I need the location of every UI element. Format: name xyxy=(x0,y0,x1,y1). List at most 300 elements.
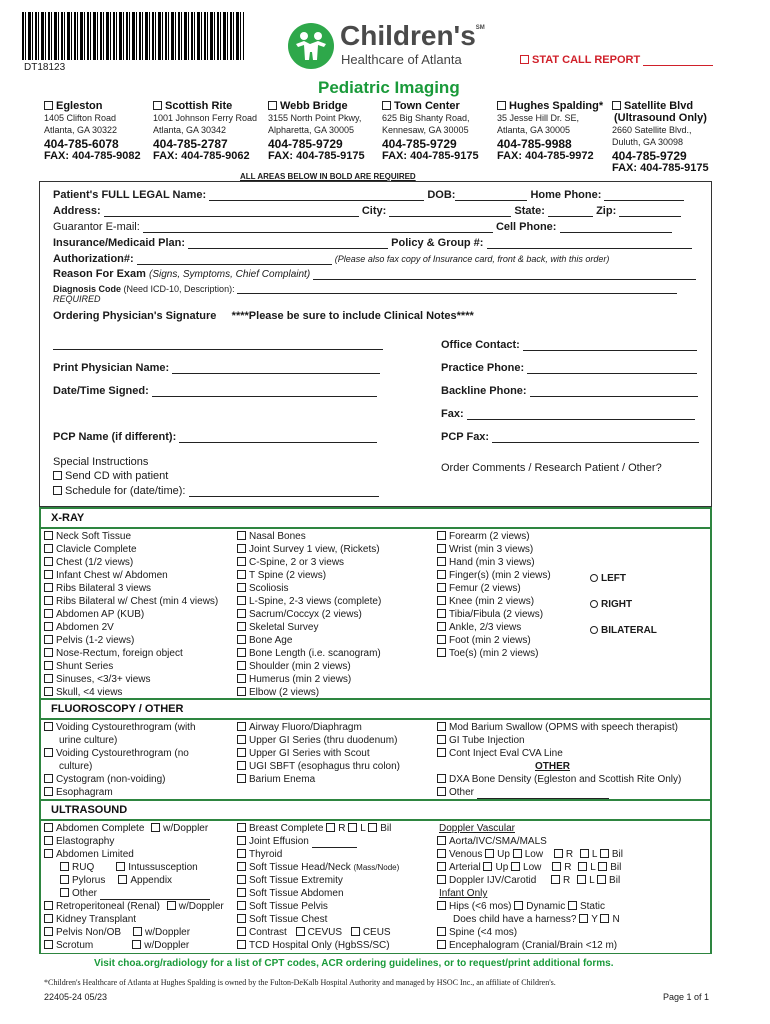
checkbox[interactable] xyxy=(437,722,446,731)
list-item[interactable] xyxy=(237,621,381,634)
label: Dynamic xyxy=(526,901,566,912)
us-spine[interactable] xyxy=(437,926,623,939)
checkbox[interactable] xyxy=(44,787,53,796)
list-item[interactable] xyxy=(44,608,218,621)
checkbox[interactable] xyxy=(437,849,446,858)
checkbox[interactable] xyxy=(368,823,377,832)
checkbox[interactable] xyxy=(437,927,446,936)
checkbox[interactable] xyxy=(237,544,246,553)
checkbox[interactable] xyxy=(511,862,520,871)
list-item[interactable] xyxy=(44,569,218,582)
checkbox[interactable] xyxy=(237,774,246,783)
checkbox[interactable] xyxy=(237,583,246,592)
checkbox[interactable] xyxy=(568,901,577,910)
list-item[interactable] xyxy=(437,747,681,760)
list-item[interactable] xyxy=(237,634,381,647)
checkbox[interactable] xyxy=(437,940,446,949)
list-item[interactable] xyxy=(437,582,551,595)
checkbox[interactable] xyxy=(44,722,53,731)
list-item[interactable] xyxy=(44,786,196,799)
list-item[interactable] xyxy=(44,747,196,760)
site-name[interactable] xyxy=(153,100,268,112)
list-item[interactable] xyxy=(437,595,551,608)
us-tcd[interactable] xyxy=(237,939,399,952)
list-item[interactable] xyxy=(437,556,551,569)
checkbox[interactable] xyxy=(237,914,246,923)
list-item[interactable] xyxy=(44,543,218,556)
checkbox[interactable] xyxy=(237,735,246,744)
checkbox[interactable] xyxy=(237,596,246,605)
checkbox[interactable] xyxy=(437,570,446,579)
date-time-field[interactable] xyxy=(152,386,377,397)
checkbox[interactable] xyxy=(44,596,53,605)
checkbox[interactable] xyxy=(44,635,53,644)
checkbox[interactable] xyxy=(296,927,305,936)
site-addr2: Alpharetta, GA 30005 xyxy=(268,125,355,135)
checkbox[interactable] xyxy=(437,901,446,910)
site-checkbox[interactable] xyxy=(612,101,621,110)
list-item[interactable] xyxy=(44,530,218,543)
site-3 xyxy=(382,100,497,162)
pcp-name-field[interactable] xyxy=(179,432,377,443)
checkbox[interactable] xyxy=(132,940,141,949)
checkbox[interactable] xyxy=(237,687,246,696)
list-item[interactable] xyxy=(237,647,381,660)
site-addr2: Duluth, GA 30098 xyxy=(612,137,684,147)
label: Appendix xyxy=(130,875,173,886)
checkbox[interactable] xyxy=(237,557,246,566)
site-name[interactable] xyxy=(382,100,497,112)
checkbox[interactable] xyxy=(237,674,246,683)
label: Up xyxy=(497,849,510,860)
label: R xyxy=(563,875,571,886)
list-item[interactable] xyxy=(437,608,551,621)
list-item[interactable] xyxy=(237,734,400,747)
us-ruq-row[interactable] xyxy=(44,861,224,874)
label: Aorta/IVC/SMA/MALS xyxy=(449,836,547,847)
site-fax: FAX: 404-785-9175 xyxy=(268,150,365,162)
checkbox[interactable] xyxy=(552,862,561,871)
checkbox[interactable] xyxy=(44,901,53,910)
site-subname: (Ultrasound Only) xyxy=(614,112,707,124)
pcp-fax-field[interactable] xyxy=(492,432,699,443)
item-label: Chest (1/2 views) xyxy=(56,557,134,568)
label: Static xyxy=(579,901,605,912)
xray-col3 xyxy=(437,530,551,660)
checkbox[interactable] xyxy=(326,823,335,832)
checkbox[interactable] xyxy=(437,735,446,744)
us-hips[interactable] xyxy=(437,900,623,913)
list-item[interactable] xyxy=(237,595,381,608)
site-addr1: 2660 Satellite Blvd., xyxy=(612,125,692,135)
side-left[interactable] xyxy=(590,566,657,592)
item-label: Nose-Rectum, foreign object xyxy=(56,648,183,659)
site-checkbox[interactable] xyxy=(268,101,277,110)
us-venous[interactable] xyxy=(437,848,623,861)
checkbox[interactable] xyxy=(151,823,160,832)
checkbox[interactable] xyxy=(437,531,446,540)
checkbox[interactable] xyxy=(578,862,587,871)
fax-field[interactable] xyxy=(467,409,695,420)
insurance-row xyxy=(53,237,692,249)
send-cd-checkbox[interactable] xyxy=(53,471,62,480)
list-item[interactable] xyxy=(437,634,551,647)
list-item[interactable] xyxy=(237,608,381,621)
footer-visit[interactable]: Visit choa.org/radiology for a list of CPT codes, ACR ordering guidelines, or to request/print additional forms. xyxy=(94,958,614,969)
list-item[interactable] xyxy=(44,595,218,608)
us-soft-chest[interactable] xyxy=(237,913,399,926)
diagnosis-field[interactable] xyxy=(237,283,677,294)
radio-icon[interactable] xyxy=(590,626,598,634)
checkbox[interactable] xyxy=(237,609,246,618)
item-label: Toe(s) (min 2 views) xyxy=(449,648,539,659)
us-joint[interactable] xyxy=(237,835,399,848)
item-label: Sacrum/Coccyx (2 views) xyxy=(249,609,362,620)
list-item[interactable] xyxy=(237,721,400,734)
checkbox[interactable] xyxy=(60,862,69,871)
site-addr1: 625 Big Shanty Road, xyxy=(382,113,470,123)
checkbox[interactable] xyxy=(597,875,606,884)
site-name[interactable] xyxy=(44,100,159,112)
label: L xyxy=(590,862,596,873)
checkbox[interactable] xyxy=(60,875,69,884)
zip-field[interactable] xyxy=(619,206,681,217)
site-name[interactable] xyxy=(268,100,383,112)
list-item[interactable] xyxy=(437,530,551,543)
address-field[interactable] xyxy=(104,206,359,217)
side-bilateral[interactable] xyxy=(590,618,657,644)
checkbox[interactable] xyxy=(237,648,246,657)
list-item[interactable] xyxy=(437,569,551,582)
checkbox[interactable] xyxy=(44,544,53,553)
list-item[interactable] xyxy=(237,773,400,786)
checkbox[interactable] xyxy=(116,862,125,871)
list-item[interactable] xyxy=(437,647,551,660)
checkbox[interactable] xyxy=(237,531,246,540)
site-phone: 404-785-9729 xyxy=(268,137,343,151)
checkbox[interactable] xyxy=(600,849,609,858)
side-right[interactable] xyxy=(590,592,657,618)
checkbox[interactable] xyxy=(437,596,446,605)
us-soft-abd[interactable] xyxy=(237,887,399,900)
us-soft-pelvis[interactable] xyxy=(237,900,399,913)
checkbox[interactable] xyxy=(551,875,560,884)
stat-call-report[interactable] xyxy=(520,54,713,66)
cell-phone-field[interactable] xyxy=(560,222,672,233)
item-label: Barium Enema xyxy=(249,774,316,785)
us-harness[interactable] xyxy=(437,913,623,926)
home-phone-field[interactable] xyxy=(604,190,684,201)
site-name-label: Satellite Blvd xyxy=(624,100,694,112)
print-name-field[interactable] xyxy=(172,363,380,374)
list-item[interactable] xyxy=(237,530,381,543)
guarantor-row xyxy=(53,221,672,233)
radio-icon[interactable] xyxy=(590,574,598,582)
list-item[interactable] xyxy=(237,660,381,673)
checkbox[interactable] xyxy=(437,622,446,631)
list-item[interactable] xyxy=(44,721,196,734)
checkbox[interactable] xyxy=(44,940,53,949)
checkbox[interactable] xyxy=(44,774,53,783)
us-retro[interactable] xyxy=(44,900,224,913)
label: R xyxy=(338,823,346,834)
list-item[interactable] xyxy=(44,647,218,660)
us-abd-complete[interactable] xyxy=(44,822,224,835)
us-abd-limited[interactable] xyxy=(44,848,224,861)
checkbox[interactable] xyxy=(237,940,246,949)
checkbox[interactable] xyxy=(44,927,53,936)
checkbox[interactable] xyxy=(44,531,53,540)
label: Bil xyxy=(380,823,392,834)
list-item[interactable] xyxy=(44,582,218,595)
checkbox[interactable] xyxy=(44,674,53,683)
checkbox[interactable] xyxy=(44,570,53,579)
checkbox[interactable] xyxy=(437,748,446,757)
stat-line[interactable] xyxy=(643,55,713,66)
item-label: Shoulder (min 2 views) xyxy=(249,661,351,672)
checkbox[interactable] xyxy=(44,557,53,566)
schedule-checkbox[interactable] xyxy=(53,486,62,495)
list-item[interactable] xyxy=(437,543,551,556)
schedule-field[interactable] xyxy=(189,486,379,497)
logo xyxy=(286,22,336,70)
checkbox[interactable] xyxy=(580,849,589,858)
list-item[interactable] xyxy=(437,734,681,747)
send-cd-row[interactable] xyxy=(53,470,168,482)
checkbox[interactable] xyxy=(237,836,246,845)
checkbox[interactable] xyxy=(437,609,446,618)
us-scrotum[interactable] xyxy=(44,939,224,952)
label: Venous xyxy=(449,849,483,860)
list-item[interactable] xyxy=(44,660,218,673)
checkbox[interactable] xyxy=(44,748,53,757)
schedule-label: Schedule for (date/time): xyxy=(65,485,186,497)
side-label: RIGHT xyxy=(601,599,633,610)
side-label: LEFT xyxy=(601,573,626,584)
site-checkbox[interactable] xyxy=(497,101,506,110)
checkbox[interactable] xyxy=(44,836,53,845)
label: Other xyxy=(72,888,98,899)
checkbox[interactable] xyxy=(133,927,142,936)
reason-label: Reason For Exam xyxy=(53,268,146,280)
us-doppler-ij[interactable] xyxy=(437,874,623,887)
list-item[interactable] xyxy=(44,621,218,634)
checkbox[interactable] xyxy=(485,849,494,858)
site-2 xyxy=(268,100,383,162)
note: (Mass/Node) xyxy=(353,863,400,872)
us-other-row[interactable] xyxy=(44,887,224,900)
checkbox[interactable] xyxy=(237,875,246,884)
item-label: DXA Bone Density (Egleston and Scottish Rite Only) xyxy=(449,774,682,785)
footer-code: 22405-24 05/23 xyxy=(44,992,108,1002)
us-soft-ext[interactable] xyxy=(237,874,399,887)
checkbox[interactable] xyxy=(437,774,446,783)
checkbox[interactable] xyxy=(513,849,522,858)
authorization-field[interactable] xyxy=(137,254,332,265)
reason-field[interactable] xyxy=(313,269,696,280)
us-other-field[interactable] xyxy=(100,889,210,900)
joint-field[interactable] xyxy=(312,837,357,848)
patient-name-field[interactable] xyxy=(209,190,424,201)
section-border xyxy=(39,507,41,799)
xray-sides xyxy=(590,566,657,644)
checkbox[interactable] xyxy=(44,609,53,618)
site-name-label: Hughes Spalding* xyxy=(509,100,604,112)
insurance-field[interactable] xyxy=(188,238,388,249)
us-kidney[interactable] xyxy=(44,913,224,926)
checkbox[interactable] xyxy=(598,862,607,871)
backline-field[interactable] xyxy=(530,386,698,397)
schedule-row[interactable] xyxy=(53,485,379,497)
site-name-label: Egleston xyxy=(56,100,103,112)
item-label: Skull, <4 views xyxy=(56,687,123,698)
ultrasound-header: ULTRASOUND xyxy=(39,799,712,821)
list-item[interactable] xyxy=(237,673,381,686)
stat-checkbox[interactable] xyxy=(520,55,529,64)
dob-label: DOB: xyxy=(427,189,456,201)
checkbox[interactable] xyxy=(437,583,446,592)
list-item[interactable] xyxy=(237,760,400,773)
policy-field[interactable] xyxy=(487,238,692,249)
list-item[interactable] xyxy=(44,634,218,647)
list-item[interactable] xyxy=(237,543,381,556)
list-item[interactable] xyxy=(237,582,381,595)
list-item[interactable] xyxy=(237,569,381,582)
checkbox[interactable] xyxy=(348,823,357,832)
checkbox[interactable] xyxy=(237,748,246,757)
pcp-fax-label: PCP Fax: xyxy=(441,431,490,443)
checkbox[interactable] xyxy=(237,901,246,910)
checkbox[interactable] xyxy=(437,544,446,553)
dob-field[interactable] xyxy=(455,190,527,201)
checkbox[interactable] xyxy=(44,622,53,631)
site-checkbox[interactable] xyxy=(153,101,162,110)
checkbox[interactable] xyxy=(514,901,523,910)
list-item[interactable] xyxy=(44,673,218,686)
us-aorta[interactable] xyxy=(437,835,623,848)
checkbox[interactable] xyxy=(437,635,446,644)
checkbox[interactable] xyxy=(118,875,127,884)
site-name[interactable] xyxy=(497,100,612,112)
checkbox[interactable] xyxy=(437,557,446,566)
stat-label: STAT CALL REPORT xyxy=(532,54,641,66)
site-addr2: Atlanta, GA 30322 xyxy=(44,125,118,135)
checkbox[interactable] xyxy=(44,661,53,670)
office-contact-field[interactable] xyxy=(523,340,697,351)
us-arterial[interactable] xyxy=(437,861,623,874)
auth-note: (Please also fax copy of Insurance card, front & back, with this order) xyxy=(334,254,610,264)
checkbox[interactable] xyxy=(554,849,563,858)
practice-phone-field[interactable] xyxy=(527,363,697,374)
list-item[interactable] xyxy=(44,556,218,569)
checkbox[interactable] xyxy=(237,862,246,871)
checkbox[interactable] xyxy=(44,914,53,923)
label: Pylorus xyxy=(72,875,106,886)
item-label: Upper GI Series with Scout xyxy=(249,748,370,759)
radio-icon[interactable] xyxy=(590,600,598,608)
checkbox[interactable] xyxy=(237,927,246,936)
us-thyroid[interactable] xyxy=(237,848,399,861)
signature-field[interactable] xyxy=(53,339,383,350)
checkbox[interactable] xyxy=(237,622,246,631)
checkbox[interactable] xyxy=(437,648,446,657)
us-contrast[interactable] xyxy=(237,926,399,939)
checkbox[interactable] xyxy=(44,687,53,696)
us-breast[interactable] xyxy=(237,822,399,835)
checkbox[interactable] xyxy=(351,927,360,936)
list-item[interactable] xyxy=(237,747,400,760)
checkbox[interactable] xyxy=(237,661,246,670)
checkbox[interactable] xyxy=(577,875,586,884)
us-pelvis[interactable] xyxy=(44,926,224,939)
list-item[interactable] xyxy=(437,721,681,734)
us-pylorus-row[interactable] xyxy=(44,874,224,887)
fluoro-col2 xyxy=(237,721,400,786)
checkbox[interactable] xyxy=(437,862,446,871)
site-checkbox[interactable] xyxy=(382,101,391,110)
checkbox[interactable] xyxy=(600,914,609,923)
checkbox[interactable] xyxy=(44,648,53,657)
other-field[interactable] xyxy=(477,788,609,799)
form-id: DT18123 xyxy=(24,62,66,73)
checkbox[interactable] xyxy=(237,823,246,832)
list-item[interactable] xyxy=(437,621,551,634)
site-checkbox[interactable] xyxy=(44,101,53,110)
site-4 xyxy=(497,100,612,162)
list-item[interactable] xyxy=(437,773,681,786)
checkbox[interactable] xyxy=(437,875,446,884)
list-item[interactable] xyxy=(437,786,681,799)
city-field[interactable] xyxy=(389,206,511,217)
ordering-row xyxy=(53,310,474,322)
guarantor-email-label: Guarantor E-mail: xyxy=(53,221,140,233)
side-label: BILATERAL xyxy=(601,625,657,636)
checkbox[interactable] xyxy=(437,787,446,796)
state-field[interactable] xyxy=(548,206,593,217)
print-name-row xyxy=(53,362,380,374)
checkbox[interactable] xyxy=(237,570,246,579)
checkbox[interactable] xyxy=(44,583,53,592)
checkbox[interactable] xyxy=(237,761,246,770)
checkbox[interactable] xyxy=(579,914,588,923)
site-phone: 404-785-9729 xyxy=(612,149,687,163)
list-item[interactable] xyxy=(44,773,196,786)
diagnosis-note: (Need ICD-10, Description): xyxy=(123,284,235,294)
label: CEUS xyxy=(362,927,391,938)
page-number: Page 1 of 1 xyxy=(663,992,710,1002)
address-label: Address: xyxy=(53,205,101,217)
checkbox[interactable] xyxy=(44,849,53,858)
us-elastography[interactable] xyxy=(44,835,224,848)
guarantor-email-field[interactable] xyxy=(143,222,493,233)
checkbox[interactable] xyxy=(237,849,246,858)
checkbox[interactable] xyxy=(237,635,246,644)
checkbox[interactable] xyxy=(237,888,246,897)
label: Hips (<6 mos) xyxy=(449,901,512,912)
us-enceph[interactable] xyxy=(437,939,623,952)
checkbox[interactable] xyxy=(437,836,446,845)
checkbox[interactable] xyxy=(60,888,69,897)
section-border xyxy=(710,507,712,799)
checkbox[interactable] xyxy=(167,901,176,910)
list-item[interactable] xyxy=(237,556,381,569)
checkbox[interactable] xyxy=(483,862,492,871)
checkbox[interactable] xyxy=(237,722,246,731)
site-name[interactable] xyxy=(612,100,727,112)
us-soft-head[interactable] xyxy=(237,861,399,874)
checkbox[interactable] xyxy=(44,823,53,832)
site-addr1: 3155 North Point Pkwy, xyxy=(268,113,362,123)
